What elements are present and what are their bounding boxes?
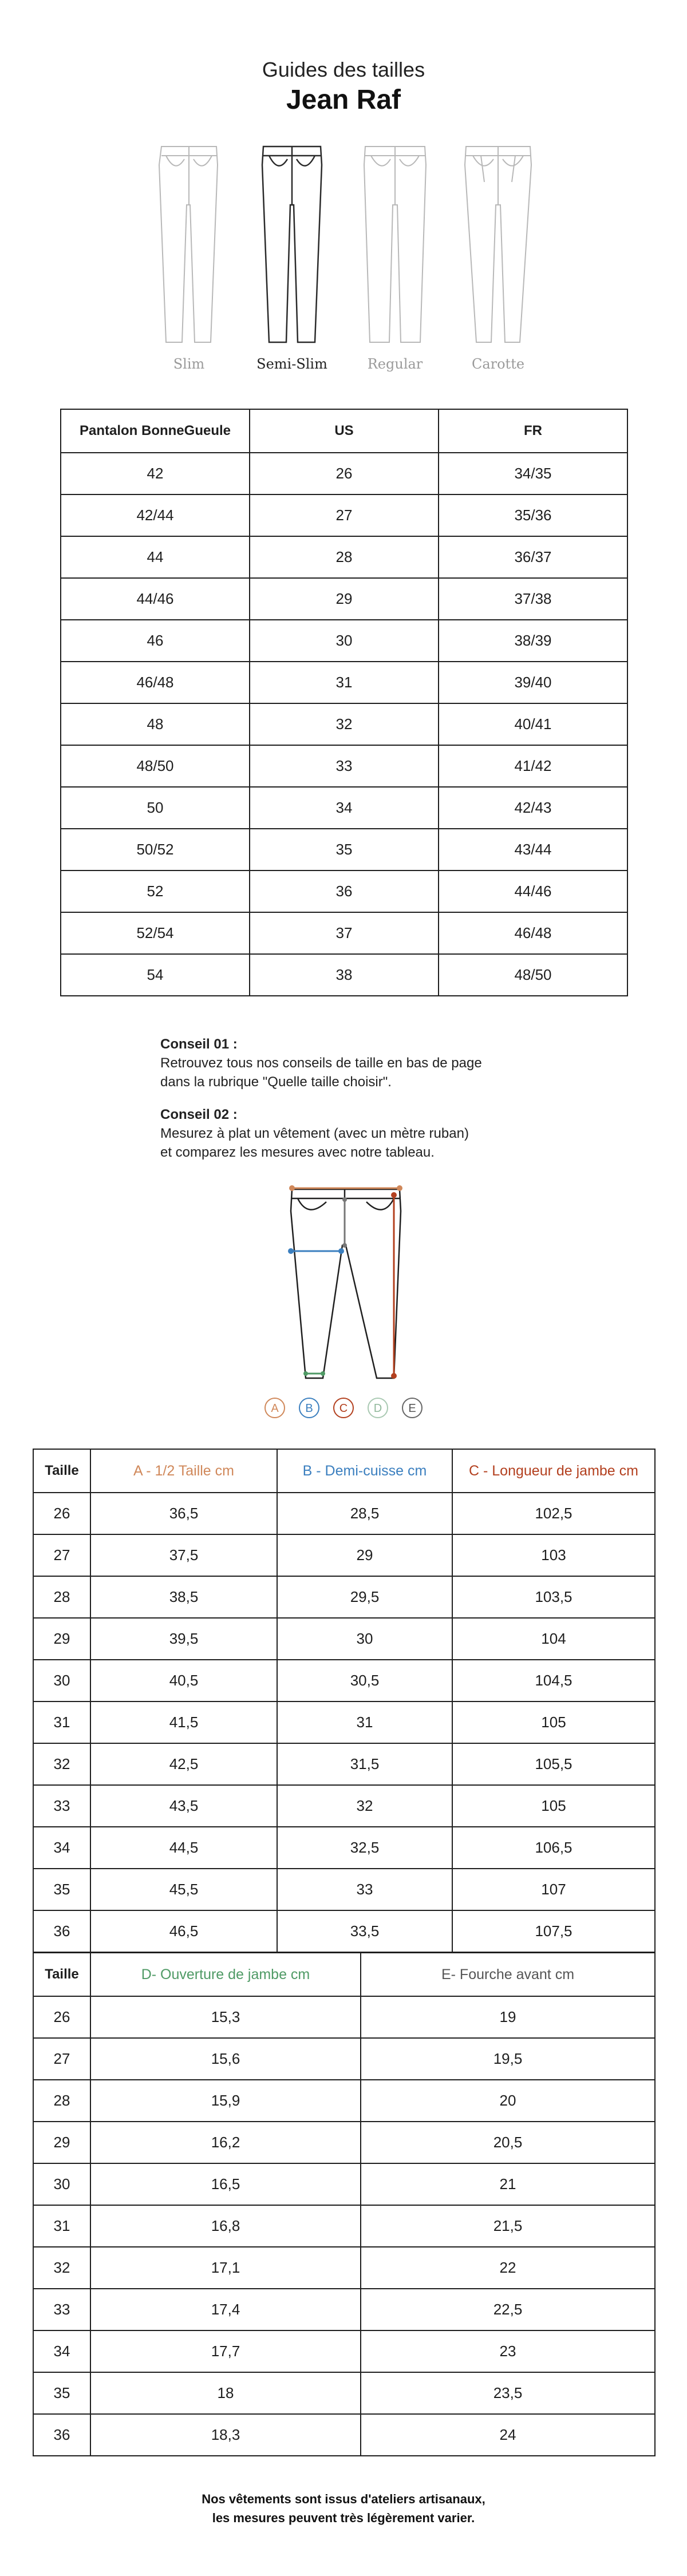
table-cell: 42/44 [61,494,250,536]
carotte-pants-icon [458,142,538,348]
header-taille: Taille [33,1449,90,1493]
table-row [61,787,627,829]
table-cell: 41/42 [439,745,627,787]
table-cell: 17,7 [90,2330,361,2372]
pants-outline-icon [291,1189,401,1378]
header-d: D- Ouverture de jambe cm [90,1953,361,1996]
table-row [61,578,627,620]
table-row [61,703,627,745]
table-cell: 33 [33,1785,90,1827]
table-cell: 15,6 [90,2038,361,2080]
regular-pants-icon [355,142,435,348]
table-row [33,2122,655,2163]
table-cell: 35/36 [439,494,627,536]
table-cell: 17,1 [90,2247,361,2289]
table-cell: 22,5 [361,2289,655,2330]
table-cell: 29 [250,578,439,620]
table-cell: 26 [250,453,439,494]
table-cell: 52/54 [61,912,250,954]
table-cell: 20 [361,2080,655,2122]
table-cell: 103,5 [452,1576,655,1618]
marker-a: A [271,1402,279,1415]
table-row [33,1827,655,1869]
table-cell: 20,5 [361,2122,655,2163]
table-cell: 18 [90,2372,361,2414]
tip1-title: Conseil 01 : [160,1036,238,1052]
table-cell: 45,5 [90,1869,277,1910]
measurement-diagram [246,1182,441,1423]
table-cell: 33 [277,1869,452,1910]
tip2-title: Conseil 02 : [160,1107,238,1122]
table-cell: 32 [277,1785,452,1827]
table-cell: 105,5 [452,1743,655,1785]
table-cell: 107 [452,1869,655,1910]
table-cell: 48/50 [61,745,250,787]
fit-slim [143,142,235,372]
table-cell: 28 [33,1576,90,1618]
table-cell: 36,5 [90,1493,277,1534]
header-fr: FR [439,409,627,453]
table-cell: 15,3 [90,1996,361,2038]
table-row [33,2080,655,2122]
table-row [33,2414,655,2456]
table-cell: 27 [33,2038,90,2080]
table-cell: 37,5 [90,1534,277,1576]
table-row [33,1996,655,2038]
table-row [61,745,627,787]
measurements-table-de [33,1952,656,2456]
table-row [33,1618,655,1660]
measurements-table-abc [33,1449,656,1953]
table-cell: 42/43 [439,787,627,829]
footer-line1: Nos vêtements sont issus d'ateliers artisanaux, [202,2492,485,2506]
table-cell: 32 [250,703,439,745]
table-cell: 106,5 [452,1827,655,1869]
table-cell: 35 [33,1869,90,1910]
table-row [33,2289,655,2330]
page-subtitle: Guides des tailles [262,58,425,81]
table-cell: 104,5 [452,1660,655,1701]
table-cell: 50 [61,787,250,829]
table-cell: 46 [61,620,250,662]
table-cell: 29 [33,2122,90,2163]
table-cell: 107,5 [452,1910,655,1952]
marker-c: C [339,1402,348,1415]
table-cell: 33,5 [277,1910,452,1952]
table-cell: 54 [61,954,250,996]
table-cell: 46,5 [90,1910,277,1952]
table-cell: 105 [452,1701,655,1743]
table-row [33,1743,655,1785]
table-cell: 28 [250,536,439,578]
slim-pants-icon [149,142,229,348]
table-cell: 39/40 [439,662,627,703]
table-cell: 27 [250,494,439,536]
table-cell: 27 [33,1534,90,1576]
table-cell: 21 [361,2163,655,2205]
table-cell: 34 [250,787,439,829]
fit-semi-slim [246,142,338,372]
table-row [61,954,627,996]
tip1-text-line2: dans la rubrique "Quelle taille choisir". [160,1074,392,1090]
table-row [33,1910,655,1952]
footer-note [0,2490,687,2527]
table-cell: 46/48 [439,912,627,954]
table-cell: 48/50 [439,954,627,996]
table-cell: 31,5 [277,1743,452,1785]
fit-label-carotte: Carotte [471,356,525,372]
marker-d: D [373,1402,382,1415]
table-cell: 22 [361,2247,655,2289]
fit-selector [143,142,544,382]
table-row [33,1534,655,1576]
size-tips [160,1035,527,1176]
table-cell: 32 [33,1743,90,1785]
table-cell: 30 [33,2163,90,2205]
table-cell: 16,5 [90,2163,361,2205]
table-cell: 44 [61,536,250,578]
table-row [33,1576,655,1618]
fit-regular [349,142,441,372]
fit-carotte [452,142,544,372]
table-cell: 35 [250,829,439,870]
table-row [33,1869,655,1910]
table-cell: 31 [33,1701,90,1743]
table-cell: 52 [61,870,250,912]
table-cell: 46/48 [61,662,250,703]
table-cell: 33 [33,2289,90,2330]
table-cell: 103 [452,1534,655,1576]
measure-legend [265,1398,422,1418]
table-cell: 48 [61,703,250,745]
page-title: Jean Raf [286,85,401,115]
table-cell: 26 [33,1996,90,2038]
header-a: A - 1/2 Taille cm [90,1449,277,1493]
table-cell: 36 [33,1910,90,1952]
table-cell: 40/41 [439,703,627,745]
table-row [61,870,627,912]
table-cell: 34 [33,2330,90,2372]
table-row [33,2330,655,2372]
table-cell: 36 [250,870,439,912]
table-cell: 39,5 [90,1618,277,1660]
table-row [33,1701,655,1743]
table-cell: 30,5 [277,1660,452,1701]
table-cell: 15,9 [90,2080,361,2122]
table-cell: 37 [250,912,439,954]
table-cell: 43,5 [90,1785,277,1827]
tip1-text-line1: Retrouvez tous nos conseils de taille en bas de page [160,1055,482,1071]
table-cell: 32 [33,2247,90,2289]
table-header-row [61,409,627,453]
size-conversion-table [60,409,628,996]
header-b: B - Demi-cuisse cm [277,1449,452,1493]
footer-line2: les mesures peuvent très légèrement varier. [212,2511,475,2525]
table-cell: 42 [61,453,250,494]
table-cell: 28,5 [277,1493,452,1534]
table-cell: 42,5 [90,1743,277,1785]
table-cell: 31 [33,2205,90,2247]
header-pantalon: Pantalon BonneGueule [61,409,250,453]
marker-b: B [305,1402,313,1415]
table-cell: 31 [250,662,439,703]
table-cell: 26 [33,1493,90,1534]
table-cell: 44,5 [90,1827,277,1869]
table-row [33,2372,655,2414]
table-cell: 21,5 [361,2205,655,2247]
table-cell: 36 [33,2414,90,2456]
table-cell: 30 [33,1660,90,1701]
table-cell: 41,5 [90,1701,277,1743]
table-cell: 104 [452,1618,655,1660]
fit-label-slim: Slim [173,356,205,372]
table-cell: 44/46 [61,578,250,620]
table-row [33,2247,655,2289]
table-row [61,620,627,662]
table-row [61,829,627,870]
table-cell: 23,5 [361,2372,655,2414]
table-cell: 40,5 [90,1660,277,1701]
table-row [61,536,627,578]
table-cell: 105 [452,1785,655,1827]
table-cell: 18,3 [90,2414,361,2456]
table-cell: 19,5 [361,2038,655,2080]
table-row [33,1493,655,1534]
table-cell: 29 [33,1618,90,1660]
table-cell: 36/37 [439,536,627,578]
marker-e: E [408,1402,416,1415]
tip2-text-line2: et comparez les mesures avec notre tableau. [160,1145,435,1160]
table-cell: 24 [361,2414,655,2456]
table-cell: 29,5 [277,1576,452,1618]
table-cell: 37/38 [439,578,627,620]
table-row [33,2163,655,2205]
table-cell: 30 [277,1618,452,1660]
table-cell: 30 [250,620,439,662]
table-cell: 43/44 [439,829,627,870]
table-cell: 16,2 [90,2122,361,2163]
table-cell: 50/52 [61,829,250,870]
header-taille-2: Taille [33,1953,90,1996]
table-header-row [33,1449,655,1493]
table-cell: 102,5 [452,1493,655,1534]
table-cell: 16,8 [90,2205,361,2247]
semi-slim-pants-icon [252,142,332,348]
table-row [61,662,627,703]
table-cell: 38,5 [90,1576,277,1618]
table-cell: 35 [33,2372,90,2414]
table-row [33,2205,655,2247]
table-row [61,494,627,536]
table-cell: 31 [277,1701,452,1743]
table-cell: 38 [250,954,439,996]
table-cell: 38/39 [439,620,627,662]
fit-label-semi-slim: Semi-Slim [256,356,327,372]
table-cell: 29 [277,1534,452,1576]
table-cell: 44/46 [439,870,627,912]
tip2-text-line1: Mesurez à plat un vêtement (avec un mètre ruban) [160,1126,469,1141]
table-cell: 28 [33,2080,90,2122]
table-header-row [33,1953,655,1996]
table-cell: 33 [250,745,439,787]
table-row [33,2038,655,2080]
fit-label-regular: Regular [367,356,423,372]
table-row [33,1785,655,1827]
table-cell: 19 [361,1996,655,2038]
table-cell: 34 [33,1827,90,1869]
table-row [61,453,627,494]
table-cell: 34/35 [439,453,627,494]
table-cell: 32,5 [277,1827,452,1869]
table-row [33,1660,655,1701]
header-c: C - Longueur de jambe cm [452,1449,655,1493]
table-cell: 23 [361,2330,655,2372]
table-row [61,912,627,954]
header-us: US [250,409,439,453]
header-e: E- Fourche avant cm [361,1953,655,1996]
table-cell: 17,4 [90,2289,361,2330]
